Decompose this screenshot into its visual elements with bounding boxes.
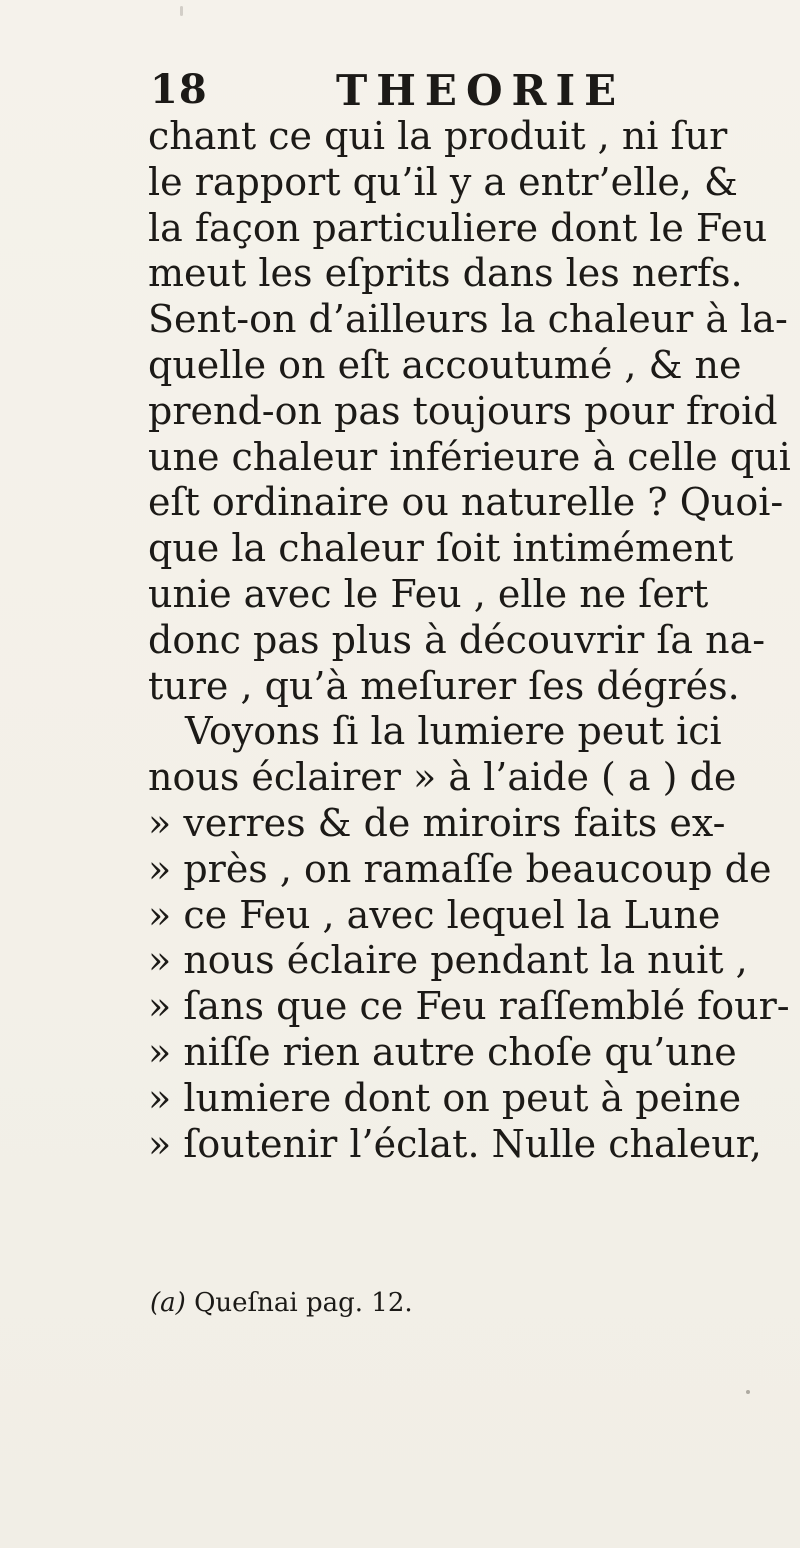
text-line: Sent-on d’ailleurs la chaleur à la- — [148, 297, 788, 342]
text-line: donc pas plus à découvrir ſa na- — [148, 617, 766, 662]
text-line: prend-on pas toujours pour froid — [148, 388, 778, 433]
body-text — [148, 114, 800, 1167]
page-number: 18 — [150, 66, 208, 113]
text-line: eſt ordinaire ou naturelle ? Quoi- — [148, 480, 784, 525]
running-head: THEORIE — [336, 66, 626, 115]
quoted-line: » ſans que ce Feu raſſemblé four- — [148, 984, 790, 1029]
text-line: ture , qu’à meſurer ſes dégrés. — [148, 663, 740, 708]
footnote — [150, 1288, 413, 1318]
footnote-text: Queſnai pag. 12. — [194, 1288, 413, 1318]
quoted-line: » près , on ramaſſe beaucoup de — [148, 846, 772, 891]
quoted-line: » ſoutenir l’éclat. Nulle chaleur, — [148, 1121, 762, 1166]
text-line: nous éclairer » à l’aide ( a ) de — [148, 755, 737, 800]
quoted-line: » niſſe rien autre choſe qu’une — [148, 1029, 737, 1074]
text-line: le rapport qu’il y a entr’elle, & — [148, 159, 738, 204]
text-line: quelle on eſt accoutumé , & ne — [148, 342, 742, 387]
text-line: unie avec le Feu , elle ne ſert — [148, 571, 709, 616]
text-line: une chaleur inférieure à celle qui — [148, 434, 791, 479]
paper-speck — [180, 6, 183, 16]
text-line: que la chaleur ſoit intimément — [148, 526, 734, 571]
text-line: chant ce qui la produit , ni ſur — [148, 114, 728, 158]
quoted-line: » verres & de miroirs faits ex- — [148, 800, 726, 845]
quoted-line: » nous éclaire pendant la nuit , — [148, 938, 748, 983]
quoted-line: » ce Feu , avec lequel la Lune — [148, 892, 721, 937]
paragraph-start-line: Voyons ſi la lumiere peut ici — [185, 709, 722, 754]
text-line: meut les eſprits dans les nerfs. — [148, 251, 743, 296]
text-line: la façon particuliere dont le Feu — [148, 205, 768, 250]
quoted-line: » lumiere dont on peut à peine — [148, 1075, 742, 1120]
footnote-mark: (a) — [150, 1288, 186, 1318]
paper-speck — [746, 1390, 750, 1394]
